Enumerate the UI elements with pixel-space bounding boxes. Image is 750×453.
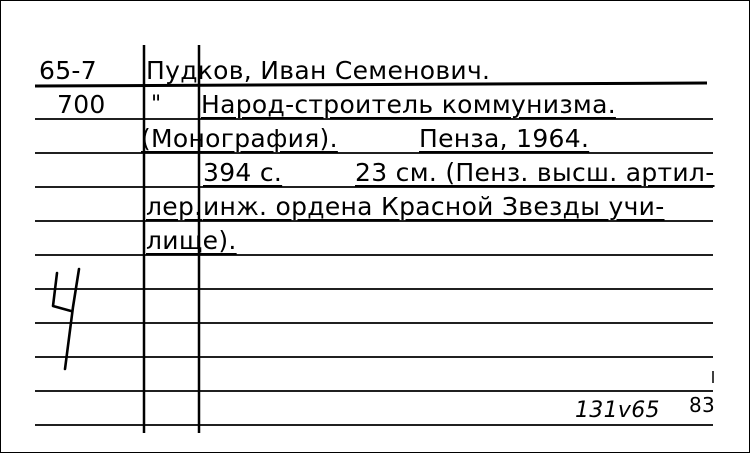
- title-line: Народ-строитель коммунизма.: [201, 90, 616, 119]
- card-count: 83: [689, 393, 716, 417]
- imprint-place-year: Пенза, 1964.: [419, 124, 590, 153]
- series-end: лище).: [146, 226, 237, 255]
- monograph-note: (Монография).: [141, 124, 338, 153]
- pagination: 394 с.: [203, 158, 283, 187]
- series-continuation-right: инж. ордена Красной Звезды учи-: [203, 192, 665, 221]
- handwritten-mark: [1, 1, 749, 452]
- call-number-bottom: 700: [57, 90, 106, 119]
- series-continuation-left: лер.: [146, 192, 203, 221]
- accession-number: 131v65: [575, 398, 660, 423]
- size-and-series-start: 23 см. (Пенз. высш. артил-: [355, 158, 715, 187]
- call-number-top: 65-7: [39, 56, 97, 85]
- author-heading: Пудков, Иван Семенович.: [146, 56, 491, 85]
- ditto-mark: ": [151, 92, 162, 117]
